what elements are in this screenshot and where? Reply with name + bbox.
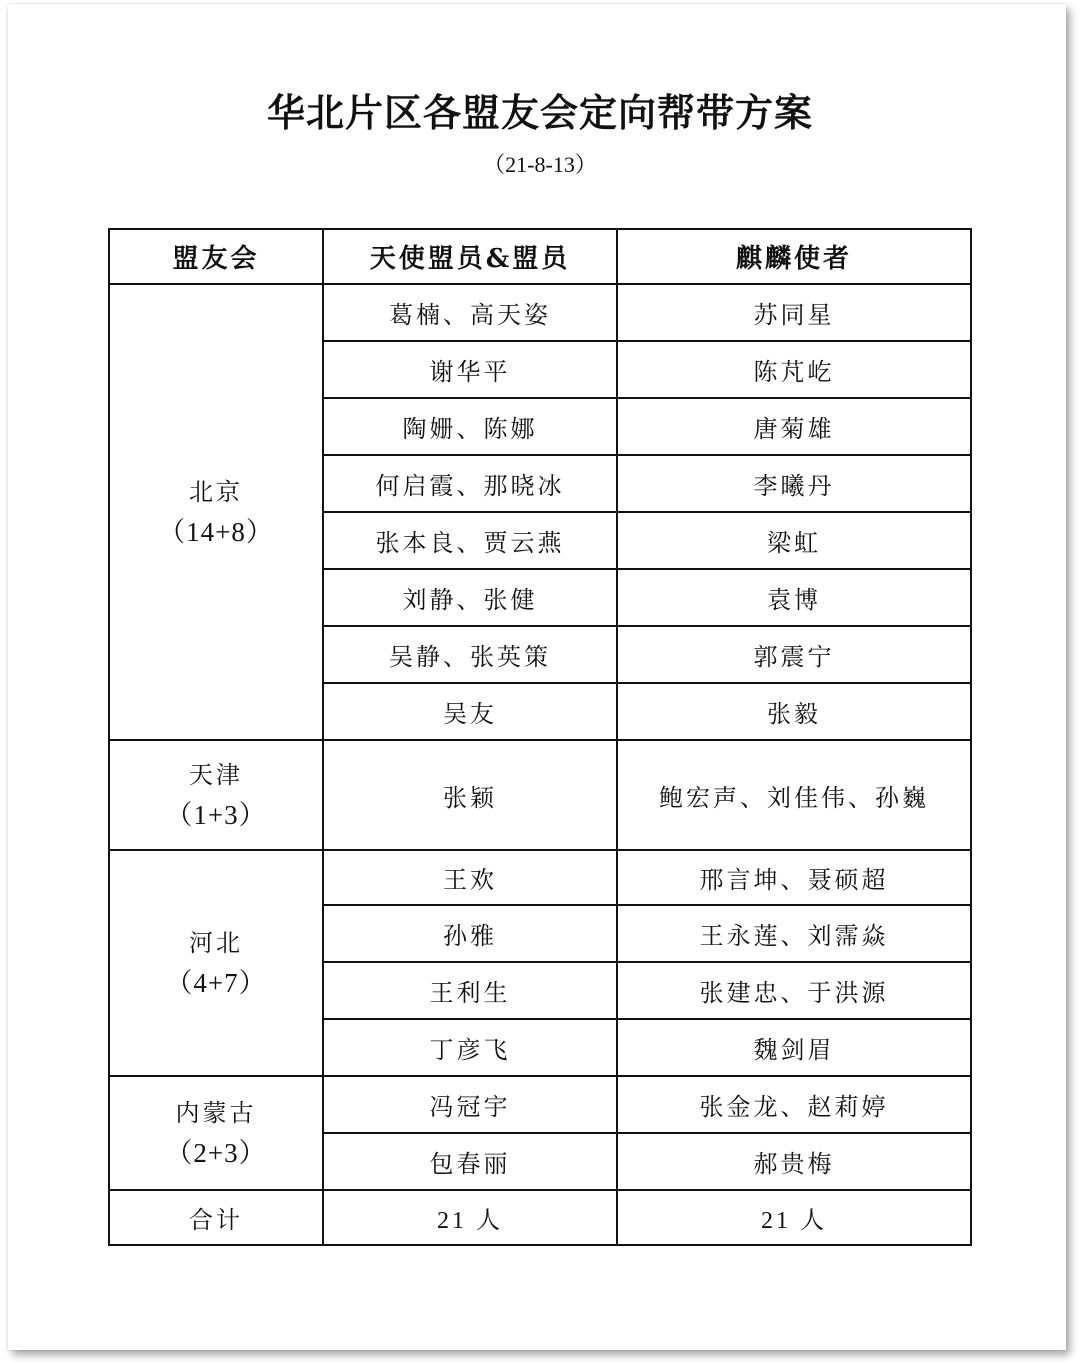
total-label: 合计 [109, 1190, 323, 1245]
group-cell-inner-mongolia [109, 1076, 323, 1190]
group-cell-hebei [109, 850, 323, 1076]
header-envoys: 麒麟使者 [617, 229, 971, 284]
header-alliance: 盟友会 [109, 229, 323, 284]
envoys-cell: 王永莲、刘霈焱 [617, 905, 971, 962]
members-cell: 刘静、张健 [323, 569, 617, 626]
group-count: （2+3） [165, 1138, 267, 1168]
group-count: （4+7） [165, 968, 267, 998]
total-envoys: 21 人 [617, 1190, 971, 1245]
envoys-cell: 梁虹 [617, 512, 971, 569]
members-cell: 张本良、贾云燕 [323, 512, 617, 569]
members-cell: 何启霞、那晓冰 [323, 455, 617, 512]
members-cell: 陶姗、陈娜 [323, 398, 617, 455]
envoys-cell: 袁博 [617, 569, 971, 626]
envoys-cell: 唐菊雄 [617, 398, 971, 455]
group-name: 河北 [189, 929, 243, 957]
members-cell: 丁彦飞 [323, 1019, 617, 1076]
document-date: （21-8-13） [483, 152, 597, 177]
envoys-cell: 鲍宏声、刘佳伟、孙巍 [617, 740, 971, 850]
envoys-cell: 郭震宁 [617, 626, 971, 683]
members-cell: 孙雅 [323, 905, 617, 962]
group-cell-tianjin [109, 740, 323, 850]
header-members: 天使盟员&盟员 [323, 229, 617, 284]
envoys-cell: 张毅 [617, 683, 971, 740]
members-cell: 王欢 [323, 850, 617, 905]
table-row [109, 1076, 971, 1133]
total-row [109, 1190, 971, 1245]
members-cell: 包春丽 [323, 1133, 617, 1190]
envoys-cell: 张金龙、赵莉婷 [617, 1076, 971, 1133]
members-cell: 吴静、张英策 [323, 626, 617, 683]
members-cell: 谢华平 [323, 341, 617, 398]
envoys-cell: 邢言坤、聂硕超 [617, 850, 971, 905]
members-cell: 冯冠宇 [323, 1076, 617, 1133]
table-row [109, 740, 971, 850]
envoys-cell: 苏同星 [617, 284, 971, 341]
table-row [109, 284, 971, 341]
table-header-row [109, 229, 971, 284]
group-cell-beijing [109, 284, 323, 740]
members-cell: 葛楠、高天姿 [323, 284, 617, 341]
group-name: 北京 [189, 478, 243, 506]
members-cell: 吴友 [323, 683, 617, 740]
mentoring-table [108, 228, 972, 1246]
envoys-cell: 张建忠、于洪源 [617, 962, 971, 1019]
document-title: 华北片区各盟友会定向帮带方案 [266, 90, 813, 135]
group-count: （14+8） [158, 517, 274, 547]
envoys-cell: 郝贵梅 [617, 1133, 971, 1190]
envoys-cell: 李曦丹 [617, 455, 971, 512]
group-count: （1+3） [165, 800, 267, 830]
members-cell: 王利生 [323, 962, 617, 1019]
table-row [109, 850, 971, 905]
envoys-cell: 魏剑眉 [617, 1019, 971, 1076]
envoys-cell: 陈芃屹 [617, 341, 971, 398]
group-name: 天津 [189, 761, 243, 789]
total-members: 21 人 [323, 1190, 617, 1245]
members-cell: 张颖 [323, 740, 617, 850]
group-name: 内蒙古 [175, 1099, 257, 1127]
